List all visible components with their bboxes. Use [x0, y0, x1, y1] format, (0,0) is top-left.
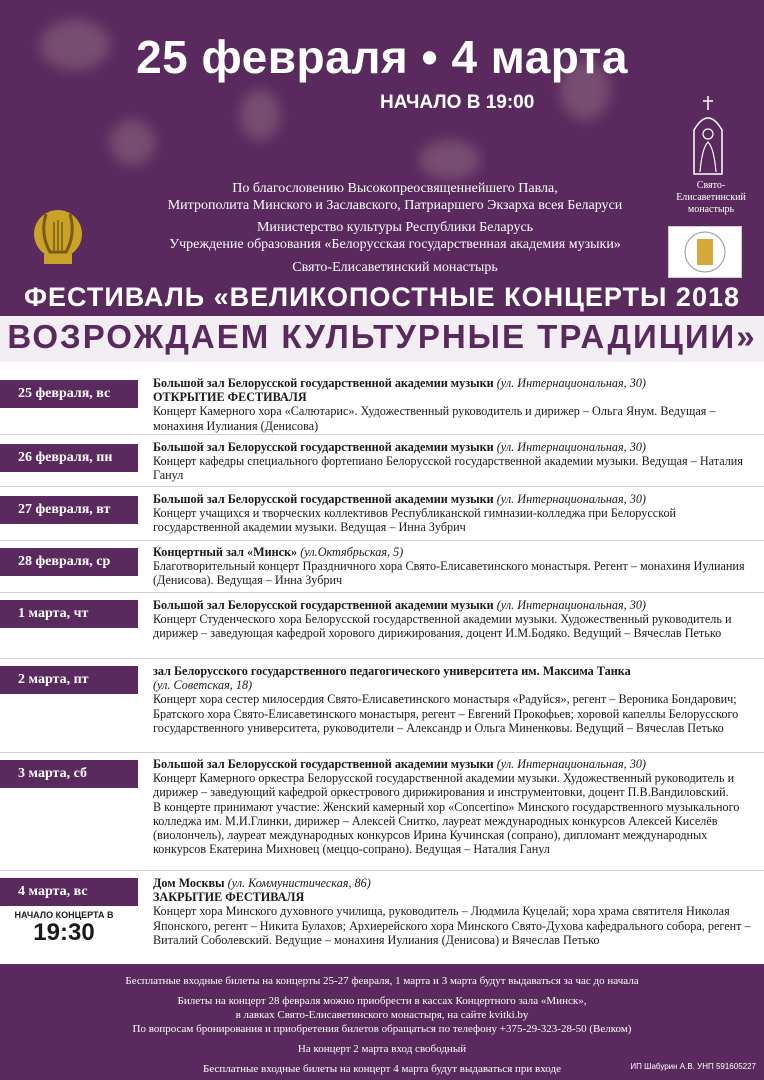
- footer-line: Билеты на концерт 28 февраля можно приобрести в кассах Концертного зала «Минск»,: [177, 995, 587, 1007]
- candle-glow: [240, 90, 280, 140]
- footer-line: По вопросам бронирования и приобретения билетов обращаться по телефону +375-29-323-28-50 (Велком): [132, 1023, 632, 1035]
- event-date: 4 марта, вс: [0, 878, 138, 906]
- event-address: (ул. Интернациональная, 30): [496, 492, 646, 506]
- event-address: (ул. Коммунистическая, 86): [227, 876, 371, 890]
- event-text: Концерт Камерного хора «Салютарис». Художественный руководитель и дирижер – Ольга Янум. Ведущая – монахиня Иулиания (Денисова): [153, 404, 716, 433]
- event-text: Концерт хора сестер милосердия Свято-Елисаветинского монастыря «Радуйся», регент – Вероника Бондарович; Братского хора Свято-Елисаветинского монастыря, регент – Евгений Прокофьев; хоровой капеллы Белорусского государственного университета, руководители – Александр и Ольга Миненковы. Ведущий – Вячеслав Петько: [153, 692, 739, 735]
- candle-glow: [420, 140, 480, 180]
- event-address: (ул. Советская, 18): [153, 678, 253, 693]
- divider: [0, 870, 764, 871]
- event-date: 27 февраля, вт: [0, 496, 138, 524]
- monastery-logo-icon: [690, 96, 726, 176]
- event-date: 25 февраля, вс: [0, 380, 138, 408]
- start-time: НАЧАЛО В 19:00: [380, 92, 535, 113]
- partner-logo: [668, 226, 742, 278]
- event-subtitle: ЗАКРЫТИЕ ФЕСТИВАЛЯ: [153, 890, 305, 905]
- ministry-line: Министерство культуры Республики Беларусь: [256, 220, 534, 235]
- event-venue: Концертный зал «Минск»: [153, 545, 298, 559]
- page-title: 25 февраля • 4 марта: [136, 31, 628, 83]
- event-venue: Большой зал Белорусской государственной академии музыки: [153, 598, 494, 612]
- event-text: Благотворительный концерт Праздничного хора Свято-Елисаветинского монастыря. Регент – монахиня Иулиания (Денисова). Ведущая – Инна Зубрич: [153, 559, 745, 588]
- event-participants: В концерте принимают участие: Женский камерный хор «Concertino» Минского государственного музыкального колледжа им. М.И.Глинки, дирижер – Алексей Снитко, лауреат международных конкурсов Алексей Киселёв (виолончель), лауреат международных конкурсов Ирина Кучинская (сопрано), дипломант международных конкурсов Екатерина Михновец (меццо-сопрано). Ведущая – Наталия Ганул: [153, 799, 740, 857]
- footer-line: На концерт 2 марта вход свободный: [297, 1043, 467, 1055]
- blessing-line: По благословению Высокопреосвященнейшего Павла,: [232, 181, 558, 196]
- event-body: [153, 664, 753, 735]
- event-text: Концерт кафедры специального фортепиано Белорусской государственной академии музыки. Ведущая – Наталия Ганул: [153, 454, 743, 483]
- event-address: (ул. Интернациональная, 30): [496, 440, 646, 454]
- academy-line: Учреждение образования «Белорусская государственная академия музыки»: [169, 237, 621, 252]
- divider: [0, 434, 764, 435]
- divider: [0, 752, 764, 753]
- divider: [0, 658, 764, 659]
- event-venue: Большой зал Белорусской государственной академии музыки: [153, 492, 494, 506]
- event-body: [153, 492, 753, 535]
- partner-emblem-icon: [669, 227, 741, 277]
- event-venue: Большой зал Белорусской государственной академии музыки: [153, 757, 494, 771]
- event-body: [153, 440, 753, 483]
- monastery-name: Свято-Елисаветинский монастырь: [676, 180, 746, 215]
- concert-start-label: НАЧАЛО КОНЦЕРТА В: [14, 910, 114, 920]
- footer: [0, 964, 764, 1080]
- event-text: Концерт учащихся и творческих коллективов Республиканской гимназии-колледжа при Белорусской государственной академии музыки. Ведущая – Инна Зубрич: [153, 506, 677, 535]
- event-venue: зал Белорусского государственного педагогического университета им. Максима Танка: [153, 664, 631, 678]
- event-venue: Дом Москвы: [153, 876, 225, 890]
- event-address: (ул.Октябрьская, 5): [300, 545, 404, 559]
- event-address: (ул. Интернациональная, 30): [496, 598, 646, 612]
- event-body: [153, 376, 753, 433]
- footer-line: Бесплатные входные билеты на концерты 25-27 февраля, 1 марта и 3 марта будут выдаваться за час до начала: [125, 975, 639, 987]
- event-text: Концерт хора Минского духовного училища, руководитель – Людмила Куцелай; хора храма святителя Николая Японского, регент – Никита Булахов; Архиерейского хора Минского Свято-Духова кафедрального собора, регент – Виталий Соболевский. Ведущие – монахиня Иулиания (Денисова) и Вячеслав Петько: [153, 904, 751, 947]
- footer-line: Бесплатные входные билеты на концерт 4 марта будут выдаваться при входе: [203, 1063, 561, 1075]
- event-subtitle: ОТКРЫТИЕ ФЕСТИВАЛЯ: [153, 390, 307, 405]
- event-address: (ул. Интернациональная, 30): [496, 376, 646, 390]
- event-date: 28 февраля, ср: [0, 548, 138, 576]
- concert-start-block: [14, 910, 114, 946]
- monastery-line: Свято-Елисаветинский монастырь: [292, 260, 498, 275]
- divider: [0, 486, 764, 487]
- footer-line: в лавках Свято-Елисаветинского монастыря, на сайте kvitki.by: [235, 1009, 529, 1021]
- event-date: 1 марта, чт: [0, 600, 138, 628]
- event-text: Концерт Камерного оркестра Белорусской государственной академии музыки. Художественный руководитель и дирижер – заведующий кафедрой оркестрового дирижирования и инструментовки, доцент П.В.Вандиловский.: [153, 771, 735, 800]
- event-date: 3 марта, сб: [0, 760, 138, 788]
- publisher-info: ИП Шабурин А.В. УНП 591605227: [630, 1062, 756, 1071]
- divider: [0, 540, 764, 541]
- candle-glow: [110, 120, 155, 165]
- event-body: [153, 876, 753, 947]
- divider: [0, 592, 764, 593]
- festival-title-line2: ВОЗРОЖДАЕМ КУЛЬТУРНЫЕ ТРАДИЦИИ»: [7, 318, 757, 355]
- festival-title-line1: ФЕСТИВАЛЬ «ВЕЛИКОПОСТНЫЕ КОНЦЕРТЫ 2018: [24, 282, 740, 312]
- academy-lyre-logo-icon: [30, 200, 86, 270]
- event-address: (ул. Интернациональная, 30): [496, 757, 646, 771]
- event-venue: Большой зал Белорусской государственной академии музыки: [153, 440, 494, 454]
- event-body: [153, 757, 753, 856]
- concert-start-time: 19:30: [33, 919, 95, 946]
- event-date: 2 марта, пт: [0, 666, 138, 694]
- event-text: Концерт Студенческого хора Белорусской государственной академии музыки. Художественный руководитель и дирижер – заведующая кафедрой хорового дирижирования, доцент И.М.Бодяко. Ведущий – Вячеслав Петько: [153, 612, 732, 641]
- event-venue: Большой зал Белорусской государственной академии музыки: [153, 376, 494, 390]
- event-body: [153, 598, 753, 641]
- blessing-line: Митрополита Минского и Заславского, Патриаршего Экзарха всея Беларуси: [167, 198, 623, 213]
- poster-header: [0, 0, 764, 316]
- event-date: 26 февраля, пн: [0, 444, 138, 472]
- event-body: [153, 545, 753, 588]
